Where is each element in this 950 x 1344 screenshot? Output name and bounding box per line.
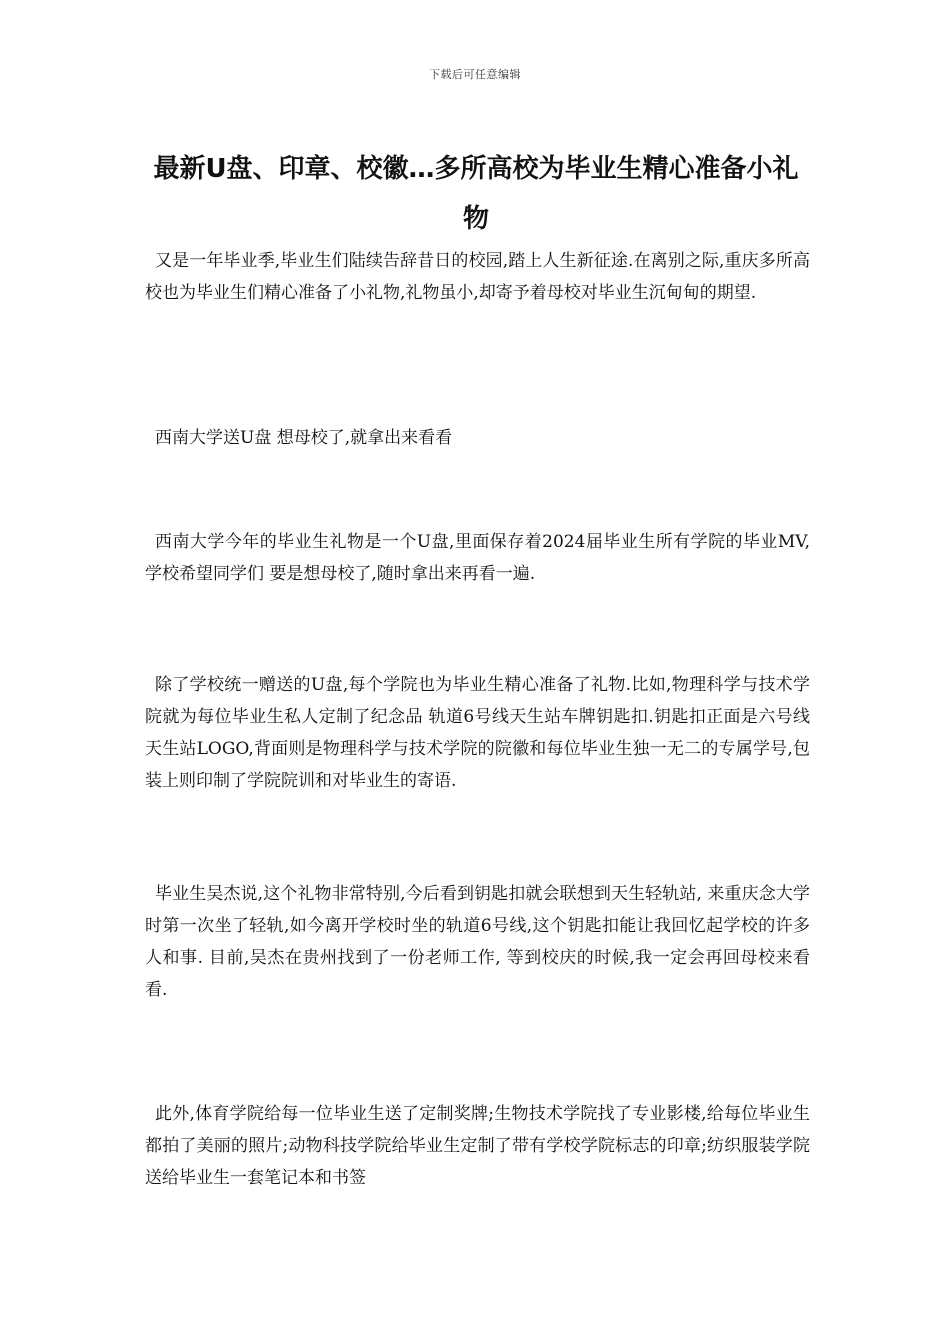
paragraph-intro: 又是一年毕业季,毕业生们陆续告辞昔日的校园,踏上人生新征途.在离别之际,重庆多所高校也为毕业生们精心准备了小礼物,礼物虽小,却寄予着母校对毕业生沉甸甸的期望. xyxy=(145,251,810,303)
paragraph-graduate-quote: 毕业生吴杰说,这个礼物非常特别,今后看到钥匙扣就会联想到天生轻轨站, 来重庆念大学时第一次坐了轻轨,如今离开学校时坐的轨道6号线,这个钥匙扣能让我回忆起学校的许多人和事. 目前,吴杰在贵州找到了一份老师工作, 等到校庆的时候,我一定会再回母校来看看. xyxy=(145,884,810,1000)
header-note: 下载后可任意编辑 xyxy=(429,68,521,81)
paragraph-subheading: 西南大学送U盘 想母校了,就拿出来看看 xyxy=(155,428,453,448)
paragraph-usb-gift: 西南大学今年的毕业生礼物是一个U盘,里面保存着2024届毕业生所有学院的毕业MV,学校希望同学们 要是想母校了,随时拿出来再看一遍. xyxy=(145,532,810,584)
paragraph-keychain: 除了学校统一赠送的U盘,每个学院也为毕业生精心准备了礼物.比如,物理科学与技术学院就为每位毕业生私人定制了纪念品 轨道6号线天生站车牌钥匙扣.钥匙扣正面是六号线天生站LOGO,背面则是物理科学与技术学院的院徽和每位毕业生独一无二的专属学号,包装上则印制了学院院训和对毕业生的寄语. xyxy=(145,675,810,791)
article-title: 最新U盘、印章、校徽…多所高校为毕业生精心准备小礼物 xyxy=(153,154,799,234)
paragraph-other-gifts: 此外,体育学院给每一位毕业生送了定制奖牌;生物技术学院找了专业影楼,给每位毕业生都拍了美丽的照片;动物科技学院给毕业生定制了带有学校学院标志的印章;纺织服装学院送给毕业生一套笔记本和书签 xyxy=(145,1104,810,1188)
